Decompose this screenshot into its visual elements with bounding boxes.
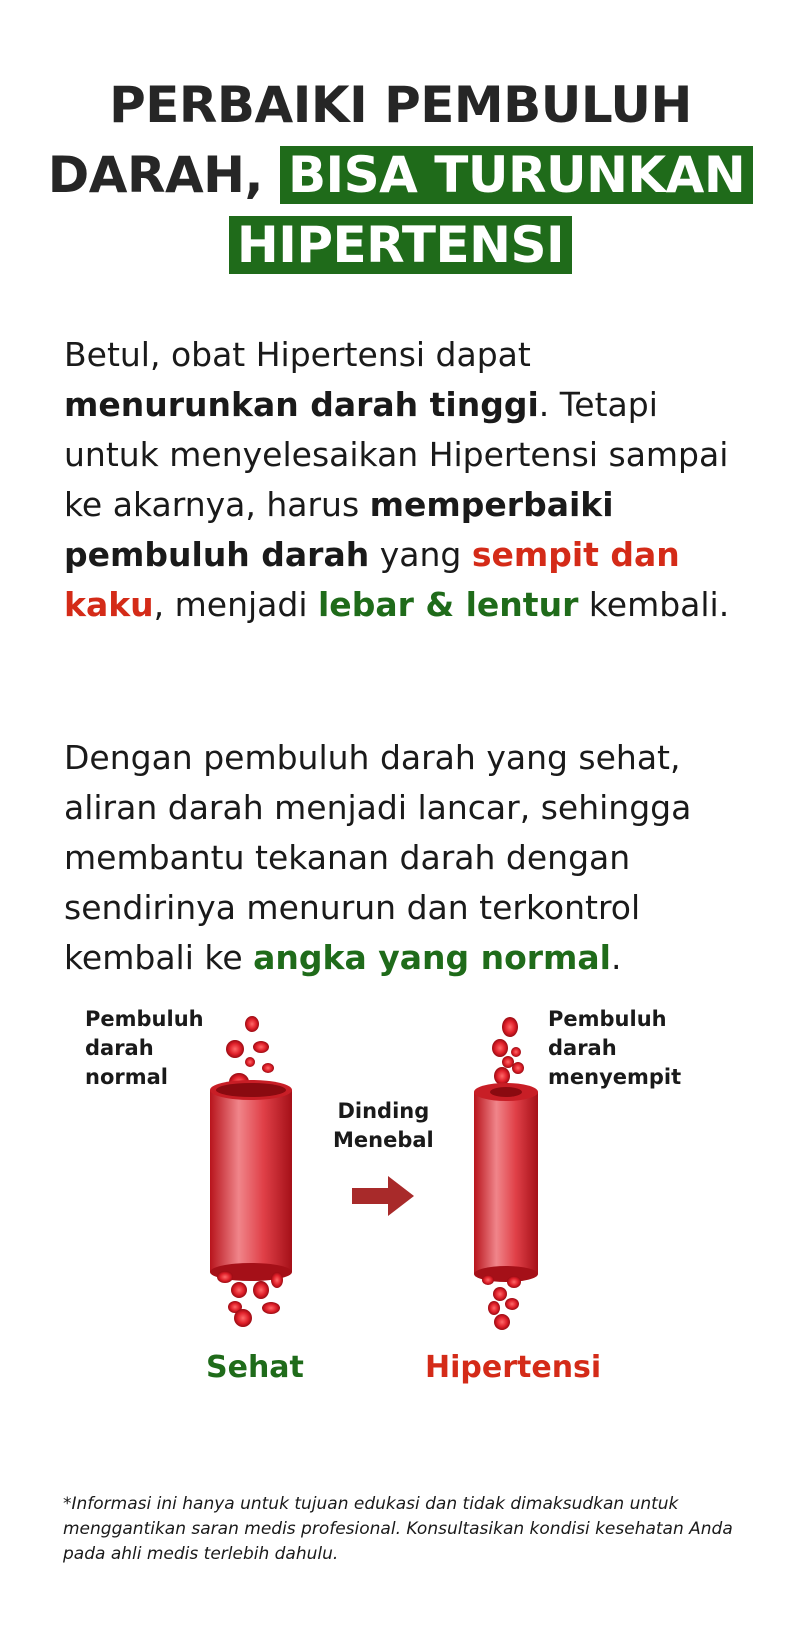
label-thickened-wall xyxy=(333,1097,434,1155)
label-narrow-line-3: menyempit xyxy=(548,1065,682,1089)
label-normal-line-3: normal xyxy=(85,1065,168,1089)
p1-text-1: Betul, obat Hipertensi dapat xyxy=(64,335,531,374)
p1-green-text: lebar & lentur xyxy=(318,585,579,624)
arrow-right-icon xyxy=(350,1172,420,1220)
title-highlight-2: HIPERTENSI xyxy=(229,216,572,274)
title-highlight-1: BISA TURUNKAN xyxy=(280,146,753,204)
p1-text-3: yang xyxy=(369,535,472,574)
title-line-2 xyxy=(0,140,801,210)
benefit-paragraph xyxy=(64,733,754,983)
label-narrow-line-2: darah xyxy=(548,1036,617,1060)
p1-red-text: sempit dan kaku xyxy=(64,535,680,624)
p1-bold-1: menurunkan darah tinggi xyxy=(64,385,539,424)
label-normal-vessel xyxy=(85,1005,204,1092)
title-line-1: PERBAIKI PEMBULUH xyxy=(109,76,692,134)
blood-cells-bottom-narrow xyxy=(482,1275,521,1330)
p1-bold-2: memperbaiki pembuluh darah xyxy=(64,485,614,574)
disclaimer: *Informasi ini hanya untuk tujuan edukasi dan tidak dimaksudkan untuk menggantikan saran medis profesional. Konsultasikan kondisi kesehatan Anda pada ahli medis terlebih dahulu. xyxy=(63,1494,733,1564)
label-normal-line-2: darah xyxy=(85,1036,154,1060)
label-wall-line-2: Menebal xyxy=(333,1128,434,1152)
page-title xyxy=(0,70,801,280)
label-normal-line-1: Pembuluh xyxy=(85,1007,204,1031)
p1-text-5: kembali. xyxy=(578,585,730,624)
intro-paragraph xyxy=(64,330,754,630)
blood-cells-top xyxy=(226,1016,274,1091)
p2-text-2: . xyxy=(611,938,622,977)
title-line-3 xyxy=(0,210,801,280)
caption-hypertension: Hipertensi xyxy=(425,1350,602,1385)
title-line-2-plain: DARAH, xyxy=(47,146,264,204)
blood-cells-top-narrow xyxy=(492,1017,524,1085)
label-wall-line-1: Dinding xyxy=(337,1099,430,1123)
healthy-vessel-illustration xyxy=(195,1010,315,1340)
p2-text-1: Dengan pembuluh darah yang sehat, aliran darah menjadi lancar, sehingga membantu tekanan darah dengan sendirinya menurun dan terkontrol kembali ke xyxy=(64,738,692,977)
label-narrow-line-1: Pembuluh xyxy=(548,1007,667,1031)
narrowed-vessel-illustration xyxy=(458,1010,568,1340)
p2-green-text: angka yang normal xyxy=(253,938,611,977)
p1-text-4: , menjadi xyxy=(153,585,318,624)
caption-healthy: Sehat xyxy=(206,1350,304,1385)
p1-text-2: . Tetapi untuk menyelesaikan Hipertensi sampai ke akarnya, harus xyxy=(64,385,729,524)
